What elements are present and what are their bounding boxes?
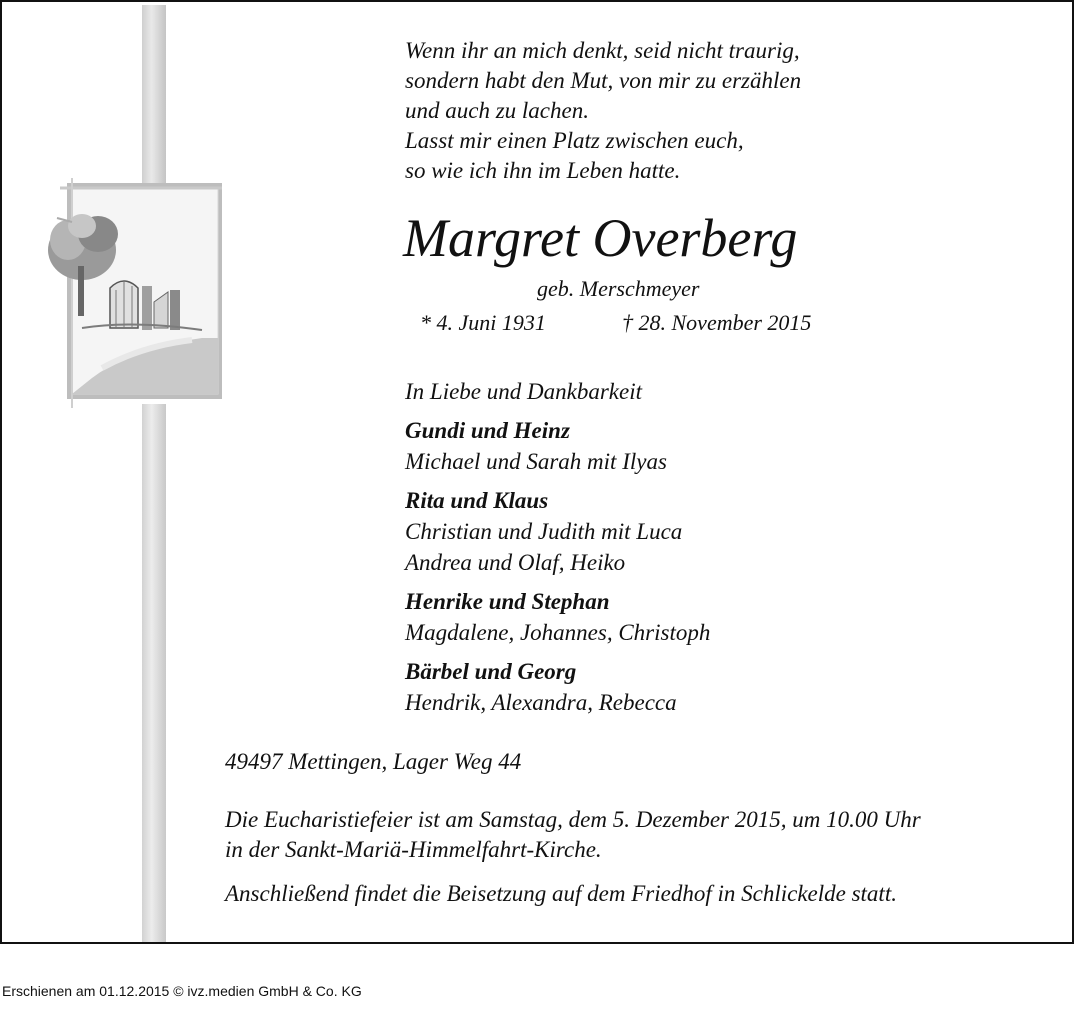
family-member: Magdalene, Johannes, Christoph — [405, 620, 711, 645]
decorative-ribbon-bottom — [142, 404, 166, 942]
family-list — [405, 377, 710, 726]
birth-date: * 4. Juni 1931 — [420, 310, 546, 335]
family-group — [405, 415, 710, 477]
service-line: Die Eucharistiefeier ist am Samstag, dem 5. Dezember 2015, um 10.00 Uhr — [225, 807, 921, 832]
family-member: Andrea und Olaf, Heiko — [405, 550, 626, 575]
family-group — [405, 485, 710, 578]
poem-line: und auch zu lachen. — [405, 98, 589, 123]
garden-gate-illustration — [42, 178, 222, 408]
death-date: † 28. November 2015 — [622, 310, 812, 335]
family-member: Michael und Sarah mit Ilyas — [405, 449, 667, 474]
service-info — [225, 805, 921, 865]
family-intro: In Liebe und Dankbarkeit — [405, 379, 642, 404]
publication-footer: Erschienen am 01.12.2015 © ivz.medien GmbH & Co. KG — [2, 983, 362, 999]
deceased-name: Margret Overberg — [403, 208, 798, 268]
family-group-head: Gundi und Heinz — [405, 418, 570, 443]
birth-name: geb. Merschmeyer — [537, 276, 700, 301]
family-member: Hendrik, Alexandra, Rebecca — [405, 690, 677, 715]
poem — [405, 36, 801, 186]
family-group-head: Henrike und Stephan — [405, 589, 610, 614]
decorative-ribbon-top — [142, 5, 166, 185]
poem-line: sondern habt den Mut, von mir zu erzählen — [405, 68, 802, 93]
poem-line: Wenn ihr an mich denkt, seid nicht traurig, — [405, 38, 800, 63]
family-member: Christian und Judith mit Luca — [405, 519, 683, 544]
family-group-head: Bärbel und Georg — [405, 659, 577, 684]
service-line: in der Sankt-Mariä-Himmelfahrt-Kirche. — [225, 837, 602, 862]
family-group-head: Rita und Klaus — [405, 488, 549, 513]
poem-line: Lasst mir einen Platz zwischen euch, — [405, 128, 744, 153]
family-group — [405, 656, 710, 718]
poem-line: so wie ich ihn im Leben hatte. — [405, 158, 681, 183]
family-group — [405, 586, 710, 648]
address: 49497 Mettingen, Lager Weg 44 — [225, 749, 522, 774]
burial-info: Anschließend findet die Beisetzung auf dem Friedhof in Schlickelde statt. — [225, 881, 897, 906]
